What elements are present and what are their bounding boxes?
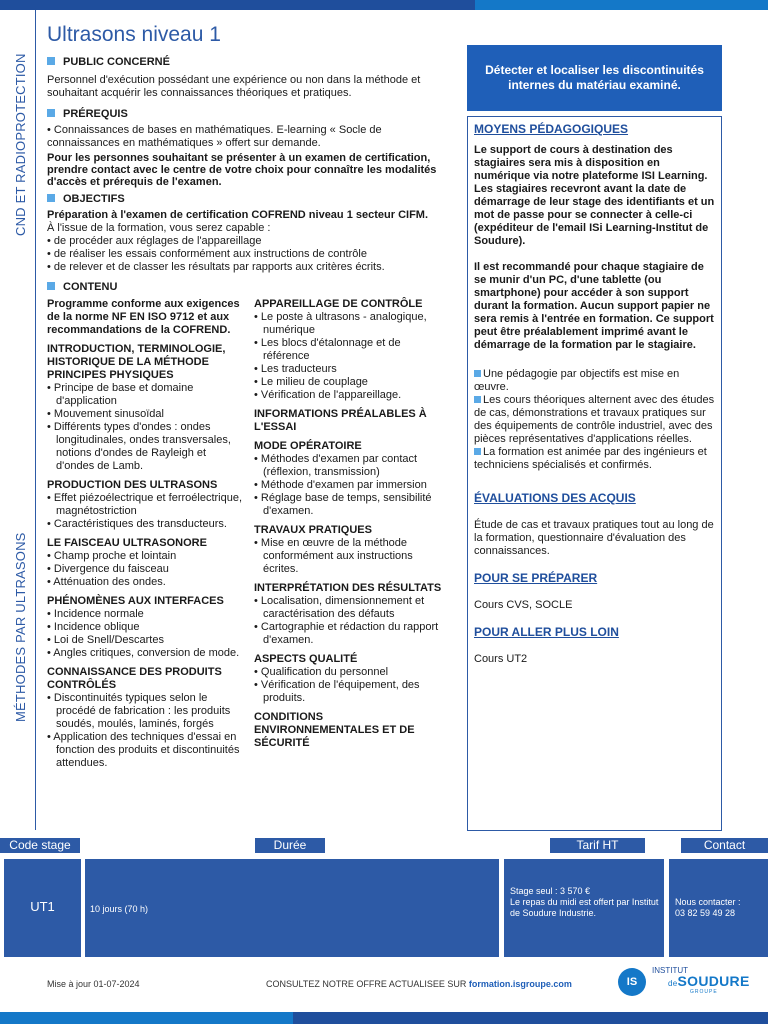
prerequis-note: Pour les personnes souhaitant se présenter à un examen de certification, prendre contact avec le centre de votre choix pour connaître les modalités d'accès et prérequis de l'examen.	[47, 152, 437, 188]
contenu-topic-item: • Le poste à ultrasons - analogique, numérique	[254, 311, 427, 336]
logo-text-soudure: deSOUDURE	[668, 973, 750, 989]
contenu-topic-item: • Discontinuités typiques selon le procédé de fabrication : les produits soudés, moulés, laminés, forgés	[47, 692, 231, 730]
page-title: Ultrasons niveau 1	[47, 23, 221, 46]
right-panel	[467, 116, 722, 831]
contenu-topic-item: • Incidence normale	[47, 608, 144, 620]
left-divider	[35, 10, 36, 830]
section-prerequis-heading: PRÉREQUIS	[47, 108, 128, 121]
moyens-list-item: Une pédagogie par objectifs est mise en œuvre.	[474, 368, 680, 393]
contenu-topic-heading: INTRODUCTION, TERMINOLOGIE, HISTORIQUE DE LA MÉTHODE PRINCIPES PHYSIQUES	[47, 343, 226, 381]
section-objectifs-heading: OBJECTIFS	[47, 193, 125, 206]
moyens-list	[474, 368, 715, 472]
code-value: UT1	[30, 899, 55, 914]
contenu-topic-item: • Angles critiques, conversion de mode.	[47, 647, 240, 659]
tarif-tab: Tarif HT	[550, 838, 645, 853]
contenu-topic-item: • Caractéristiques des transducteurs.	[47, 518, 227, 530]
offer-link[interactable]: formation.isgroupe.com	[468, 979, 572, 989]
contenu-topic-item: • Les blocs d'étalonnage et de référence	[254, 337, 401, 362]
bullet-square-icon	[474, 370, 481, 377]
offer-text: CONSULTEZ NOTRE OFFRE ACTUALISEE SUR	[266, 979, 469, 989]
duree-cell	[85, 859, 499, 957]
contenu-topic-heading: MODE OPÉRATOIRE	[254, 440, 362, 452]
contenu-topic-heading: TRAVAUX PRATIQUES	[254, 524, 372, 536]
duree-tab: Durée	[255, 838, 325, 853]
contenu-topic-item: • Incidence oblique	[47, 621, 140, 633]
contenu-topic-item: • Principe de base et domaine d'application	[47, 382, 194, 407]
contenu-topic-item: • Effet piézoélectrique et ferroélectrique, magnétostriction	[47, 492, 243, 517]
moyens-paragraph-2: Il est recommandé pour chaque stagiaire de se munir d'un PC, d'une tablette (ou smartphone) pour accéder à son support durant la formation. Aucun support papier ne sera remis à l'entrée en formation. Ce support peut être préalablement imprimé avant le démarrage de la formation par le stagiaire.	[474, 261, 714, 351]
moyens-list-item: Les cours théoriques alternent avec des études de cas, démonstrations et travaux pratiques sur des équipements de contrôle industriel, avec des pièces représentatives d'applications réelles.	[474, 394, 715, 445]
bullet-square-icon	[47, 109, 55, 117]
prerequis-item: • Connaissances de bases en mathématiques. E-learning « Socle de connaissances en mathématiques » offert sur demande.	[47, 124, 382, 149]
objectifs-intro-bold: Préparation à l'examen de certification COFREND niveau 1 secteur CIFM.	[47, 209, 429, 221]
institut-soudure-logo-icon: IS	[618, 968, 646, 996]
contenu-topic-item: • Champ proche et lointain	[47, 550, 177, 562]
contenu-topic-item: • Mise en œuvre de la méthode conformément aux instructions écrites.	[254, 537, 413, 575]
bullet-square-icon	[47, 282, 55, 290]
bottom-bar-light	[0, 1012, 293, 1024]
bullet-square-icon	[47, 194, 55, 202]
contenu-topic-item: • Atténuation des ondes.	[47, 576, 166, 588]
moyens-list-item: La formation est animée par des ingénieurs et techniciens spécialisés et confirmés.	[474, 446, 707, 471]
contenu-topic-heading: PRODUCTION DES ULTRASONS	[47, 479, 218, 491]
offer-line	[266, 978, 572, 991]
moyens-paragraph-1: Le support de cours à destination des stagiaires sera mis à disposition en numérique via notre plateforme ISI Learning. Les stagiaires recevront avant la date de démarrage de leur stage des identifiants et un mot de passe pour se connecter à celle-ci (expéditeur de l'email ISi Learning-Institut de Soudure).	[474, 144, 715, 247]
contenu-topic-item: • Divergence du faisceau	[47, 563, 169, 575]
code-stage-tab: Code stage	[0, 838, 80, 853]
tarif-value: Stage seul : 3 570 € Le repas du midi est offert par Institut de Soudure Industrie.	[510, 886, 659, 918]
bottom-bar-dark	[293, 1012, 768, 1024]
contenu-topic-item: • Méthode d'examen par immersion	[254, 479, 427, 491]
contact-cell	[669, 859, 768, 957]
objectif-item: • de relever et de classer les résultats par rapports aux critères écrits.	[47, 261, 385, 273]
code-cell	[4, 859, 81, 957]
contenu-topic-item: • Application des techniques d'essai en fonction des produits et discontinuités attendues.	[47, 731, 240, 769]
objectifs-block	[47, 209, 457, 274]
contenu-left-column	[47, 298, 243, 770]
contact-tab: Contact	[681, 838, 768, 853]
section-public-heading: PUBLIC CONCERNÉ	[47, 56, 170, 69]
duree-value: 10 jours (70 h)	[90, 904, 149, 914]
category-label: CND ET RADIOPROTECTION	[13, 53, 28, 236]
contenu-topic-item: • Vérification de l'équipement, des produits.	[254, 679, 420, 704]
logo-text-groupe: GROUPE	[690, 989, 718, 995]
evaluations-heading: ÉVALUATIONS DES ACQUIS	[474, 491, 636, 505]
contenu-topic-heading: ASPECTS QUALITÉ	[254, 653, 358, 665]
contenu-topic-item: • Mouvement sinusoïdal	[47, 408, 164, 420]
contenu-topic-item: • Réglage base de temps, sensibilité d'examen.	[254, 492, 432, 517]
objectif-item: • de réaliser les essais conformément aux instructions de contrôle	[47, 248, 367, 260]
contenu-topic-heading: PHÉNOMÈNES AUX INTERFACES	[47, 595, 224, 607]
logo-text-institut: INSTITUT	[652, 966, 688, 975]
contenu-topic-item: • Les traducteurs	[254, 363, 337, 375]
contenu-right-column	[254, 298, 450, 750]
bullet-square-icon	[474, 396, 481, 403]
plus-loin-text: Cours UT2	[474, 653, 528, 665]
contact-value: Nous contacter : 03 82 59 49 28	[675, 897, 741, 918]
contenu-topic-item: • Le milieu de couplage	[254, 376, 368, 388]
top-bar-dark	[0, 0, 475, 10]
contenu-topic-item: • Qualification du personnel	[254, 666, 389, 678]
preparer-heading: POUR SE PRÉPARER	[474, 571, 598, 585]
contenu-topic-heading: Programme conforme aux exigences de la norme NF EN ISO 9712 et aux recommandations de la COFREND.	[47, 298, 240, 336]
contenu-topic-item: • Méthodes d'examen par contact (réflexion, transmission)	[254, 453, 418, 478]
contenu-topic-heading: APPAREILLAGE DE CONTRÔLE	[254, 298, 423, 310]
evaluations-text: Étude de cas et travaux pratiques tout au long de la formation, questionnaire d'évaluation des connaissances.	[474, 519, 714, 557]
preparer-text: Cours CVS, SOCLE	[474, 599, 573, 611]
contenu-topic-heading: CONNAISSANCE DES PRODUITS CONTRÔLÉS	[47, 666, 222, 691]
section-contenu-heading: CONTENU	[47, 281, 117, 294]
contenu-topic-heading: INTERPRÉTATION DES RÉSULTATS	[254, 582, 442, 594]
highlight-box: Détecter et localiser les discontinuités internes du matériau examiné.	[467, 45, 722, 111]
contenu-topic-item: • Vérification de l'appareillage.	[254, 389, 402, 401]
contenu-topic-item: • Différents types d'ondes : ondes longitudinales, ondes transversales, notions d'ondes de Rayleigh et d'ondes de Lamb.	[47, 421, 231, 472]
update-date: Mise à jour 01-07-2024	[47, 979, 140, 989]
contenu-topic-heading: INFORMATIONS PRÉALABLES À L'ESSAI	[254, 408, 427, 433]
top-bar-light	[475, 0, 768, 10]
contenu-topic-item: • Loi de Snell/Descartes	[47, 634, 164, 646]
objectif-item: • de procéder aux réglages de l'appareillage	[47, 235, 262, 247]
contenu-topic-item: • Localisation, dimensionnement et caractérisation des défauts	[254, 595, 425, 620]
plus-loin-heading: POUR ALLER PLUS LOIN	[474, 625, 619, 639]
moyens-heading: MOYENS PÉDAGOGIQUES	[474, 122, 629, 136]
bullet-square-icon	[47, 57, 55, 65]
public-text: Personnel d'exécution possédant une expérience ou non dans la méthode et souhaitant acquérir les connaissances théoriques et pratiques.	[47, 74, 421, 99]
contenu-topic-heading: LE FAISCEAU ULTRASONORE	[47, 537, 207, 549]
bullet-square-icon	[474, 448, 481, 455]
contenu-topic-item: • Cartographie et rédaction du rapport d'examen.	[254, 621, 439, 646]
subcategory-label: MÉTHODES PAR ULTRASONS	[13, 532, 28, 722]
tarif-cell	[504, 859, 664, 957]
contenu-topic-heading: CONDITIONS ENVIRONNEMENTALES ET DE SÉCURITÉ	[254, 711, 415, 749]
objectifs-intro: À l'issue de la formation, vous serez capable :	[47, 222, 271, 234]
